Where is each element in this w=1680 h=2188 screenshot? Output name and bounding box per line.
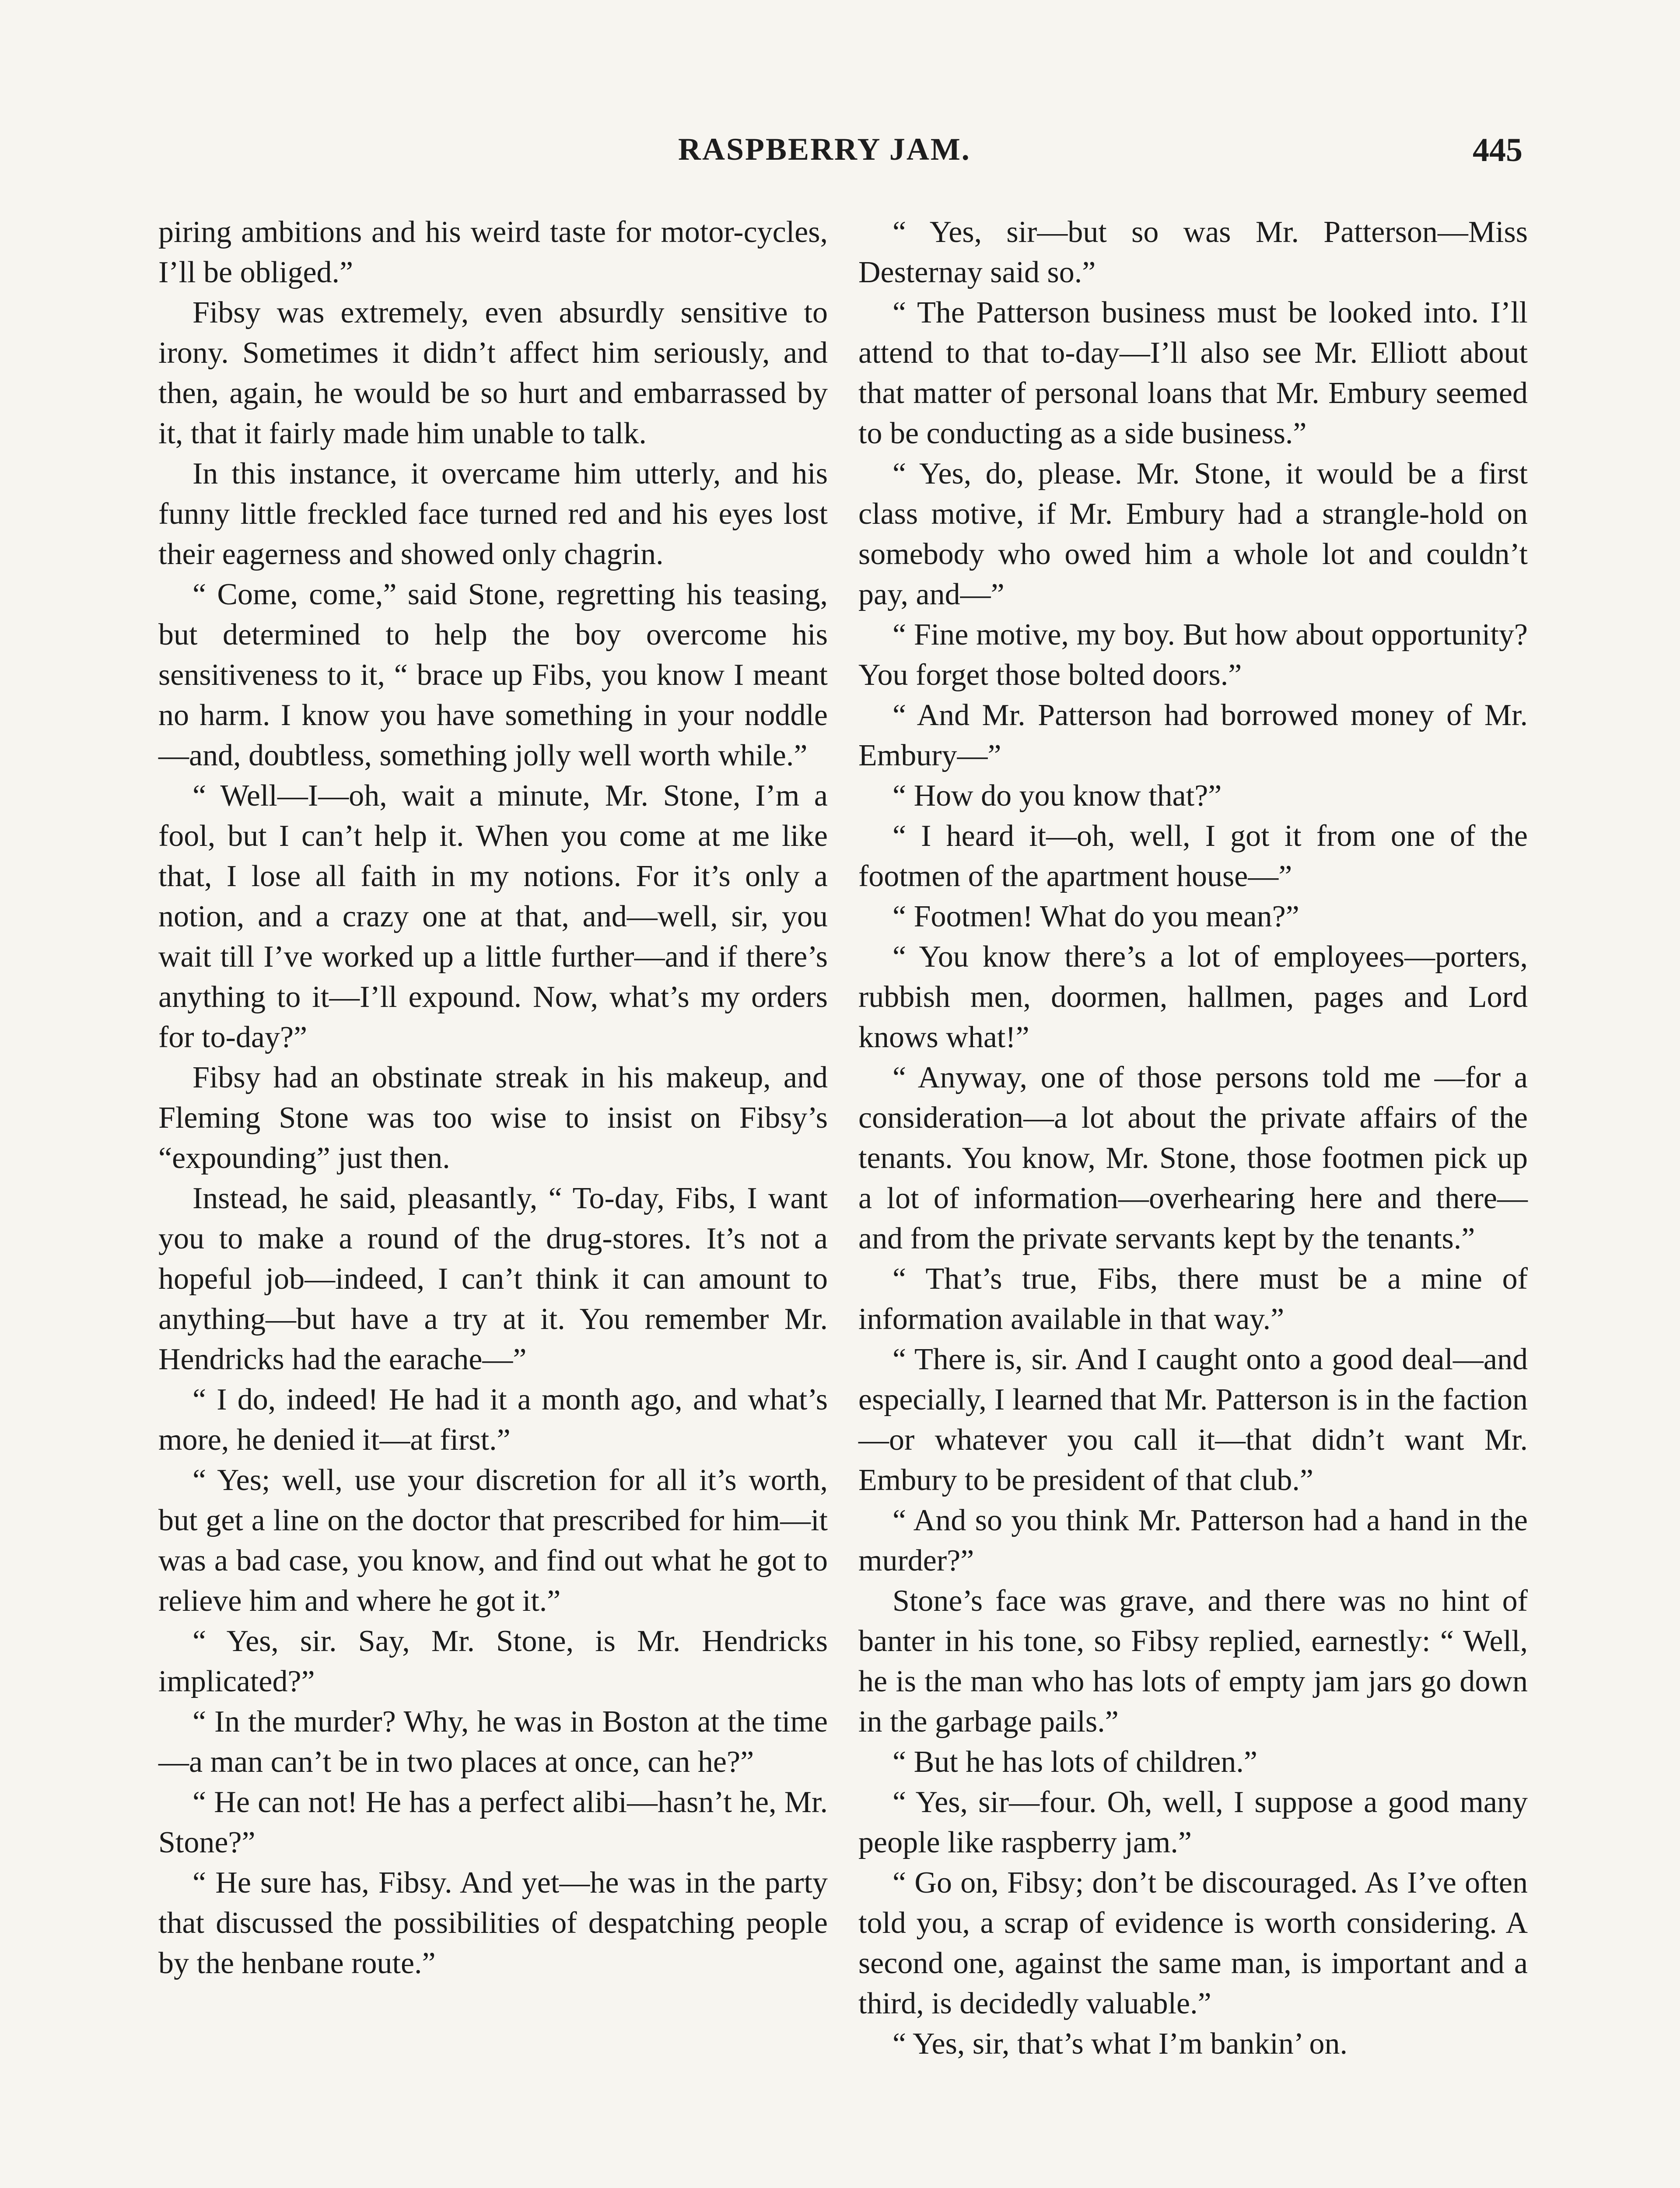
- paragraph: “ That’s true, Fibs, there must be a mine of information available in that way.”: [858, 1262, 1528, 1336]
- paragraph: “ Fine motive, my boy. But how about opportunity? You forget those bolted doors.”: [858, 618, 1528, 692]
- paragraph: “ There is, sir. And I caught onto a good deal—and especially, I learned that Mr. Patterson is in the faction—or whatever you call it—that didn’t want Mr. Embury to be president of that club.”: [858, 1343, 1528, 1497]
- paragraph: “ Yes, sir, that’s what I’m bankin’ on.: [892, 2027, 1348, 2061]
- paragraph: “ Yes; well, use your discretion for all it’s worth, but get a line on the doctor that prescribed for him—it was a bad case, you know, and find out what he got to relieve him and where he got it.”: [158, 1463, 828, 1618]
- paragraph: “ And so you think Mr. Patterson had a hand in the murder?”: [858, 1504, 1528, 1578]
- page-number: 445: [1473, 132, 1522, 168]
- paragraph: “ Yes, sir—but so was Mr. Patterson—Miss Desternay said so.”: [858, 215, 1528, 289]
- paragraph: “ I heard it—oh, well, I got it from one of the footmen of the apartment house—”: [858, 819, 1528, 893]
- paragraph: “ Well—I—oh, wait a minute, Mr. Stone, I’m a fool, but I can’t help it. When you come at me like that, I lose all faith in my notions. For it’s only a notion, and a crazy one at that, and—well, sir, you wait till I’ve worked up a little further—and if there’s anything to it—I’ll expound. Now, what’s my orders for to-day?”: [158, 779, 828, 1054]
- paragraph: “ Yes, sir—four. Oh, well, I suppose a good many people like raspberry jam.”: [858, 1785, 1528, 1859]
- paragraph: “ I do, indeed! He had it a month ago, and what’s more, he denied it—at first.”: [158, 1383, 828, 1457]
- paragraph: “ He sure has, Fibsy. And yet—he was in the party that discussed the possibilities of despatching people by the henbane route.”: [158, 1866, 828, 1980]
- right-text-column: [858, 212, 1528, 2064]
- paragraph: “ How do you know that?”: [892, 779, 1222, 813]
- paragraph: In this instance, it overcame him utterly, and his funny little freckled face turned red and his eyes lost their eagerness and showed only chagrin.: [158, 457, 828, 571]
- paragraph: “ Yes, sir. Say, Mr. Stone, is Mr. Hendricks implicated?”: [158, 1624, 828, 1698]
- paragraph: “ You know there’s a lot of employees—porters, rubbish men, doormen, hallmen, pages and Lord knows what!”: [858, 940, 1528, 1054]
- running-head: [158, 131, 1522, 171]
- paragraph: “ Yes, do, please. Mr. Stone, it would be a first class motive, if Mr. Embury had a strangle-hold on somebody who owed him a whole lot and couldn’t pay, and—”: [858, 457, 1528, 611]
- paragraph: “ And Mr. Patterson had borrowed money of Mr. Embury—”: [858, 698, 1528, 772]
- paragraph: “ Anyway, one of those persons told me —for a consideration—a lot about the private affairs of the tenants. You know, Mr. Stone, those footmen pick up a lot of information—overhearing here and there—and from the private servants kept by the tenants.”: [858, 1061, 1528, 1255]
- paragraph: Stone’s face was grave, and there was no hint of banter in his tone, so Fibsy replied, earnestly: “ Well, he is the man who has lots of empty jam jars go down in the garbage pails.”: [858, 1584, 1528, 1739]
- paragraph: “ In the murder? Why, he was in Boston at the time—a man can’t be in two places at once, can he?”: [158, 1705, 828, 1779]
- paragraph: piring ambitions and his weird taste for motor-cycles, I’ll be obliged.”: [158, 215, 828, 289]
- paragraph: Instead, he said, pleasantly, “ To-day, Fibs, I want you to make a round of the drug-stores. It’s not a hopeful job—indeed, I can’t think it can amount to anything—but have a try at it. You remember Mr. Hendricks had the earache—”: [158, 1182, 828, 1376]
- chapter-title: RASPBERRY JAM.: [678, 132, 971, 167]
- paragraph: Fibsy had an obstinate streak in his makeup, and Fleming Stone was too wise to insist on Fibsy’s “expounding” just then.: [158, 1061, 828, 1175]
- paragraph: “ He can not! He has a perfect alibi—hasn’t he, Mr. Stone?”: [158, 1785, 828, 1859]
- paragraph: “ Go on, Fibsy; don’t be discouraged. As I’ve often told you, a scrap of evidence is worth considering. A second one, against the same man, is important and a third, is decidedly valuable.”: [858, 1866, 1528, 2020]
- paragraph: “ Footmen! What do you mean?”: [892, 900, 1299, 933]
- paragraph: “ But he has lots of children.”: [892, 1745, 1257, 1779]
- paragraph: “ Come, come,” said Stone, regretting his teasing, but determined to help the boy overcome his sensitiveness to it, “ brace up Fibs, you know I meant no harm. I know you have something in your noddle—and, doubtless, something jolly well worth while.”: [158, 578, 828, 772]
- left-text-column: [158, 212, 828, 1984]
- paragraph: Fibsy was extremely, even absurdly sensitive to irony. Sometimes it didn’t affect him seriously, and then, again, he would be so hurt and embarrassed by it, that it fairly made him unable to talk.: [158, 296, 828, 450]
- paragraph: “ The Patterson business must be looked into. I’ll attend to that to-day—I’ll also see Mr. Elliott about that matter of personal loans that Mr. Embury seemed to be conducting as a side business.”: [858, 296, 1528, 450]
